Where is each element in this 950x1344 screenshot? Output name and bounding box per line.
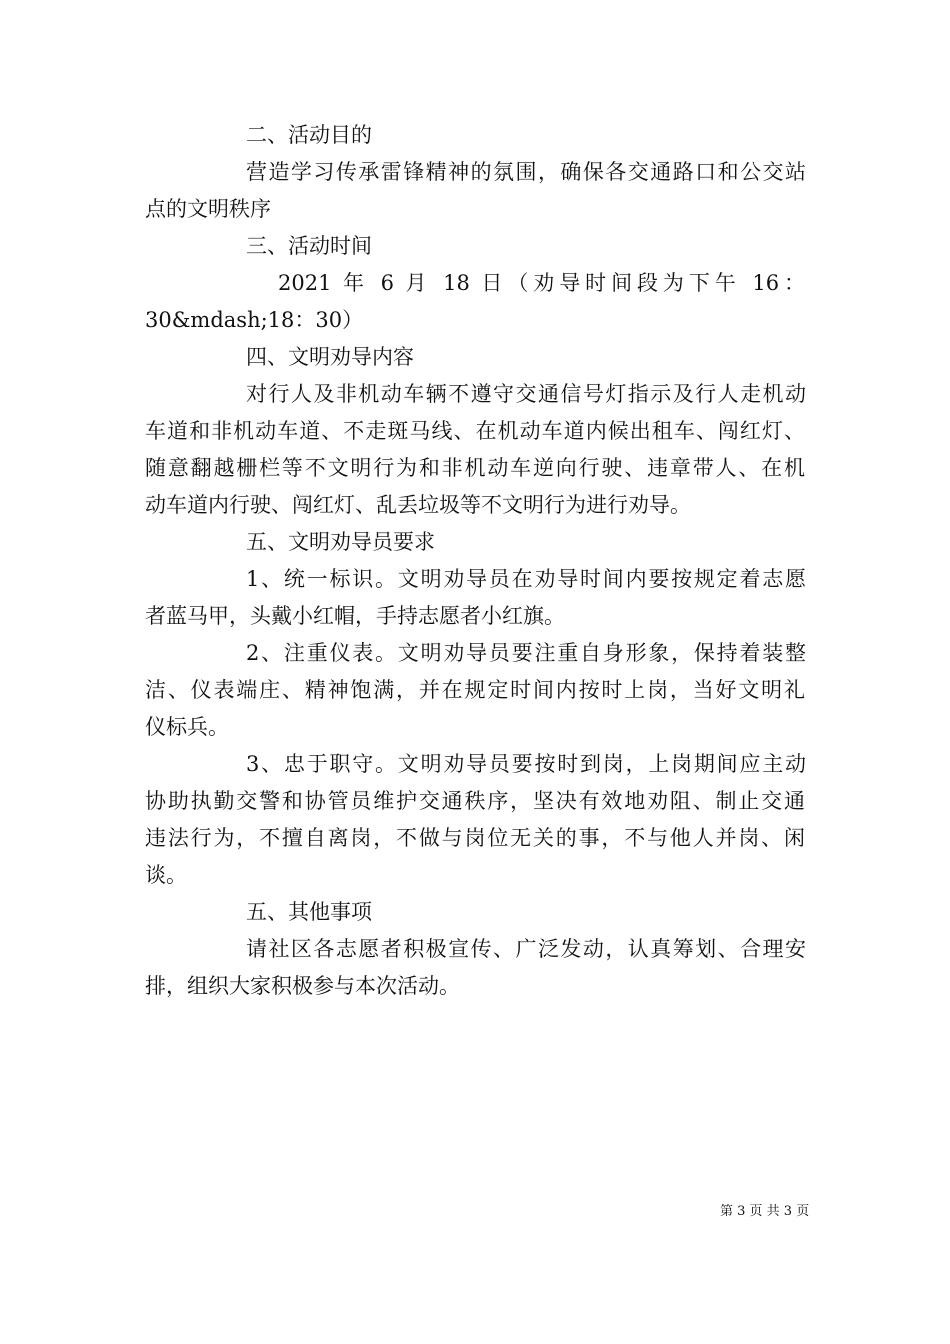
paragraph-line: 洁、仪表端庄、精神饱满，并在规定时间内按时上岗，当好文明礼 xyxy=(145,678,805,702)
paragraph-line: 协助执勤交警和协管员维护交通秩序，坚决有效地劝阻、制止交通 xyxy=(145,789,805,813)
paragraph-line: 点的文明秩序 xyxy=(145,197,271,221)
paragraph-line: 排，组织大家积极参与本次活动。 xyxy=(145,974,460,998)
page-number: 第 3 页 共 3 页 xyxy=(720,1204,810,1219)
paragraph-line: 随意翻越栅栏等不文明行为和非机动车逆向行驶、违章带人、在机 xyxy=(145,456,805,480)
heading-activity-time: 三、活动时间 xyxy=(246,234,372,258)
paragraph-line: 车道和非机动车道、不走斑马线、在机动车道内候出租车、闯红灯、 xyxy=(145,419,805,443)
paragraph-line: 请社区各志愿者积极宣传、广泛发动，认真筹划、合理安 xyxy=(246,937,806,961)
paragraph-line: 3、忠于职守。文明劝导员要按时到岗，上岗期间应主动 xyxy=(246,752,806,776)
heading-persuasion-content: 四、文明劝导内容 xyxy=(246,345,414,369)
paragraph-line: 2、注重仪表。文明劝导员要注重自身形象，保持着装整 xyxy=(246,641,806,665)
paragraph-line: 仪标兵。 xyxy=(145,715,229,739)
heading-other-matters: 五、其他事项 xyxy=(246,900,372,924)
paragraph-line: 谈。 xyxy=(145,863,187,887)
paragraph-line: 营造学习传承雷锋精神的氛围，确保各交通路口和公交站 xyxy=(246,160,806,184)
paragraph-line: 2021 年 6 月 18 日（劝导时间段为下午 16： xyxy=(278,271,805,295)
paragraph-line: 30&mdash;18：30） xyxy=(145,308,364,332)
paragraph-line: 对行人及非机动车辆不遵守交通信号灯指示及行人走机动 xyxy=(246,382,806,406)
paragraph-line: 违法行为，不擅自离岗，不做与岗位无关的事，不与他人并岗、闲 xyxy=(145,826,805,850)
heading-persuader-requirements: 五、文明劝导员要求 xyxy=(246,530,435,554)
paragraph-line: 动车道内行驶、闯红灯、乱丢垃圾等不文明行为进行劝导。 xyxy=(145,493,691,517)
paragraph-line: 1、统一标识。文明劝导员在劝导时间内要按规定着志愿 xyxy=(246,567,806,591)
heading-activity-purpose: 二、活动目的 xyxy=(246,123,372,147)
paragraph-line: 者蓝马甲，头戴小红帽，手持志愿者小红旗。 xyxy=(145,604,565,628)
